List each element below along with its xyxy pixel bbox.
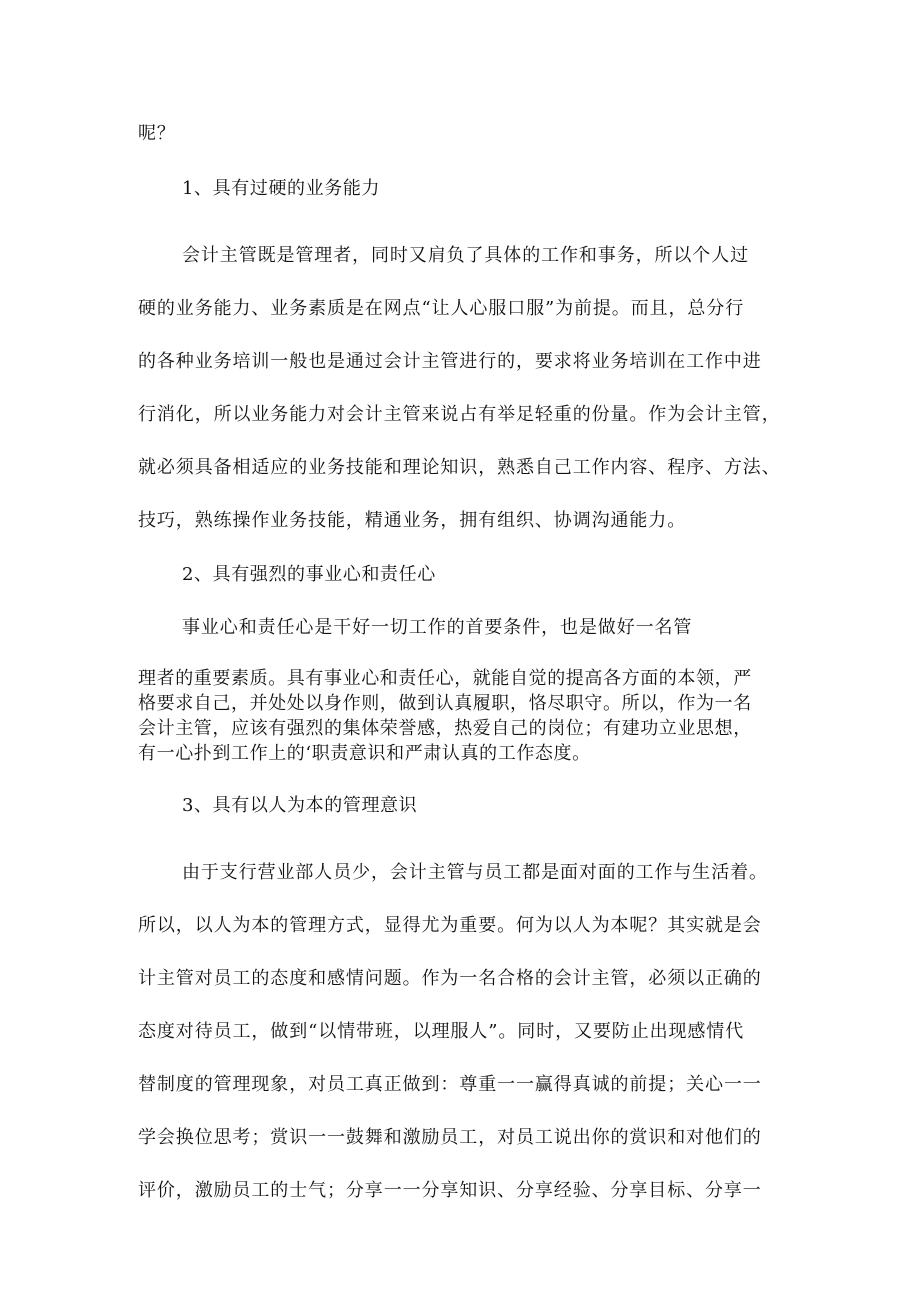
text-line: 格要求自己，并处处以身作则，做到认真履职，恪尽职守。所以，作为一名 [138,693,752,714]
text-line: 有一心扑到工作上的‘职责意识和严肃认真的工作态度。 [138,743,591,764]
text-line: 所以，以人为本的管理方式，显得尤为重要。何为以人为本呢？其实就是会 [138,915,762,936]
section-heading-2: 2、具有强烈的事业心和责任心 [182,564,436,585]
text-line: 评价，激励员工的士气；分享一一分享知识、分享经验、分享目标、分享一 [138,1180,762,1201]
text-line: 技巧，熟练操作业务技能，精通业务，拥有组织、协调沟通能力。 [138,510,687,531]
text-line: 会计主管，应该有强烈的集体荣誉感，热爱自己的岗位；有建功立业思想， [138,718,752,739]
text-line: 理者的重要素质。具有事业心和责任心，就能自觉的提高各方面的本领，严 [138,668,752,689]
text-line: 事业心和责任心是干好一切工作的首要条件，也是做好一名管 [182,617,693,638]
text-line: 呢？ [138,123,176,144]
section-heading-3: 3、具有以人为本的管理意识 [182,795,418,816]
text-line: 态度对待员工，做到“以情带班，以理服人”。同时，又要防止出现感情代 [138,1021,745,1042]
text-line: 硬的业务能力、业务素质是在网点“让人心服口服”为前提。而且，总分行 [138,298,745,319]
text-line: 行消化，所以业务能力对会计主管来说占有举足轻重的份量。作为会计主管， [138,404,781,425]
text-line: 会计主管既是管理者，同时又肩负了具体的工作和事务，所以个人过 [182,245,749,266]
text-line: 就必须具备相适应的业务技能和理论知识，熟悉自己工作内容、程序、方法、 [138,457,781,478]
text-line: 替制度的管理现象，对员工真正做到：尊重一一赢得真诚的前提；关心一一 [138,1074,762,1095]
section-heading-1: 1、具有过硬的业务能力 [182,178,381,199]
text-line: 的各种业务培训一般也是通过会计主管进行的，要求将业务培训在工作中进 [138,351,762,372]
text-line: 学会换位思考；赏识一一鼓舞和激励员工，对员工说出你的赏识和对他们的 [138,1127,762,1148]
text-line: 计主管对员工的态度和感情问题。作为一名合格的会计主管，必须以正确的 [138,968,762,989]
text-line: 由于支行营业部人员少，会计主管与员工都是面对面的工作与生活着。 [182,862,768,883]
